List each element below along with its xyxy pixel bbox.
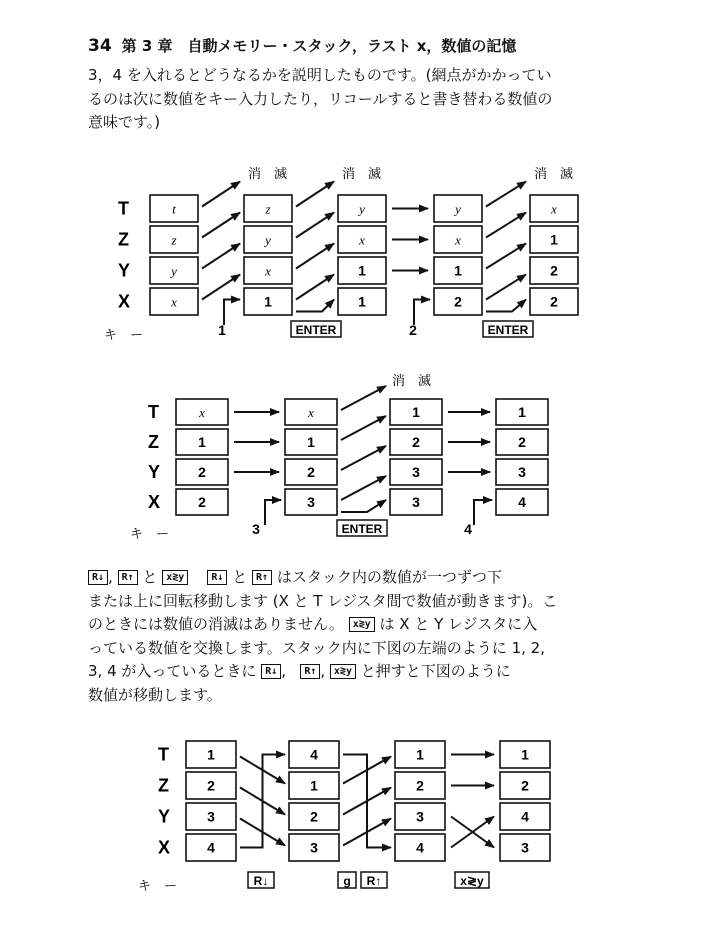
diagram2-stack-value: 2 <box>307 464 315 480</box>
diagram-rolling-exchange <box>138 741 550 894</box>
key-row-label: キ ー <box>138 879 178 894</box>
text-line: または上に回転移動します (X と T レジスタ間で数値が動きます)。こ <box>88 591 558 610</box>
lost-label: 消 滅 <box>392 374 432 389</box>
text-segment: は X と Y レジスタに入 <box>379 615 538 633</box>
key-row-label: キ ー <box>104 328 144 343</box>
entry-arrow <box>474 500 492 525</box>
arrow <box>341 476 386 500</box>
diagram1-stack-value: z <box>171 232 177 248</box>
diagram1-stack-value: 1 <box>264 293 272 310</box>
arrow <box>341 446 386 470</box>
diagram1-stack-value: y <box>171 263 177 279</box>
key-exchange: x≷y <box>349 617 375 632</box>
key-cap-label: x≷y <box>460 874 484 888</box>
wrap-arrow <box>343 755 391 848</box>
text-line: 3, 4 が入っているときに R↓ , R↑ , x≷y と押すと下図のように <box>88 662 511 680</box>
key-cap-label: R↑ <box>366 874 382 888</box>
conjunction: と <box>142 568 158 586</box>
diagram-entering-1-2 <box>104 166 578 343</box>
diagram2-stack-value: 1 <box>518 404 526 420</box>
entry-arrow <box>265 500 281 525</box>
enter-copy-arrow <box>296 300 334 312</box>
diagram3-stack-value: 1 <box>310 777 318 794</box>
lost-label: 消 滅 <box>342 167 382 182</box>
diagram3-stack-value: 1 <box>207 746 215 763</box>
key-cap-label: ENTER <box>487 323 529 337</box>
key-exchange: x≷y <box>162 570 188 585</box>
register-label: X <box>118 291 131 312</box>
register-label: Z <box>148 432 159 452</box>
diagram2-stack-value: 2 <box>412 434 420 450</box>
key-roll-up: R↑ <box>300 664 320 679</box>
diagram1-stack-value: 1 <box>358 262 366 279</box>
diagram1-stack-value: y <box>455 201 461 217</box>
diagram1-stack-value: x <box>551 201 557 217</box>
text-line: R↓ , R↑ と x≷y R↓ と R↑ はスタック内の数値が一つずつ下 <box>88 566 623 590</box>
key-digit: 2 <box>409 322 417 338</box>
diagram2-stack-value: 2 <box>198 464 206 480</box>
register-label: Z <box>118 229 129 250</box>
arrow <box>296 275 334 300</box>
register-label: Y <box>148 462 161 482</box>
arrow <box>202 244 240 269</box>
arrow <box>202 275 240 300</box>
key-digit: 3 <box>252 521 260 537</box>
diagram1-stack-value: 1 <box>550 231 558 248</box>
arrow <box>296 213 334 238</box>
key-digit: 4 <box>464 521 472 537</box>
text-line: 数値が移動します。 <box>88 685 222 704</box>
key-cap-label: ENTER <box>295 323 337 337</box>
diagram3-stack-value: 4 <box>416 839 424 856</box>
diagram2-stack-value: 3 <box>518 464 526 480</box>
key-roll-up: R↑ <box>252 570 272 585</box>
diagram2-stack-value: 3 <box>412 464 420 480</box>
diagram1-stack-value: x <box>455 232 461 248</box>
diagram3-stack-value: 2 <box>416 777 424 794</box>
text-segment: 3, 4 が入っているときに <box>88 662 257 680</box>
text-line: っている数値を交換します。スタック内に下図の左端のように 1, 2, <box>88 638 545 657</box>
register-label: Z <box>158 775 169 796</box>
diagram2-stack-value: 1 <box>412 404 420 420</box>
arrow <box>296 244 334 269</box>
diagram3-stack-value: 3 <box>207 808 215 825</box>
diagram1-stack-value: x <box>265 263 271 279</box>
register-label: T <box>148 402 159 422</box>
lost-label: 消 滅 <box>534 167 574 182</box>
arrow <box>202 182 240 207</box>
diagram2-stack-value: 2 <box>198 494 206 510</box>
diagram3-stack-value: 3 <box>521 839 529 856</box>
enter-copy-arrow <box>341 500 386 512</box>
entry-arrow <box>224 300 240 326</box>
diagram1-stack-value: 1 <box>454 262 462 279</box>
diagram3-stack-value: 3 <box>310 839 318 856</box>
diagram2-stack-value: 1 <box>307 434 315 450</box>
diagram3-stack-value: 4 <box>207 839 215 856</box>
diagram2-stack-value: 2 <box>518 434 526 450</box>
text-line: 意味です。) <box>88 113 161 131</box>
register-label: T <box>118 198 129 219</box>
text-line: 3，4 を入れるとどうなるかを説明したものです。(網点がかかってい <box>88 66 552 84</box>
page-number: 34 <box>88 36 112 56</box>
arrow <box>202 213 240 238</box>
diagram1-stack-value: y <box>359 201 365 217</box>
diagram2-stack-value: 3 <box>307 494 315 510</box>
text-segment: と押すと下図のように <box>360 662 511 680</box>
text-segment: はスタック内の数値が一つずつ下 <box>276 568 502 586</box>
diagram3-stack-value: 2 <box>310 808 318 825</box>
text-line: るのは次に数値をキー入力したり，リコールすると書き替わる数値の <box>88 89 553 108</box>
register-label: X <box>148 492 161 512</box>
wrap-arrow <box>240 755 285 848</box>
lost-label: 消 滅 <box>248 167 288 182</box>
register-label: Y <box>118 260 131 281</box>
diagram3-stack-value: 2 <box>207 777 215 794</box>
diagram2-stack-value: 4 <box>518 494 526 510</box>
arrow <box>486 213 526 238</box>
diagram1-stack-value: 2 <box>550 262 558 279</box>
enter-copy-arrow <box>486 300 526 312</box>
diagram1-stack-value: x <box>359 232 365 248</box>
key-roll-down: R↓ <box>207 570 227 585</box>
diagram3-stack-value: 1 <box>416 746 424 763</box>
diagram2-stack-value: x <box>308 405 314 420</box>
diagram3-stack-value: 3 <box>416 808 424 825</box>
arrow <box>486 275 526 300</box>
key-exchange: x≷y <box>330 664 356 679</box>
diagram1-stack-value: t <box>172 201 176 217</box>
diagram3-stack-value: 4 <box>310 746 318 763</box>
diagram1-stack-value: x <box>171 294 177 310</box>
text-segment: のときには数値の消滅はありません。 <box>88 615 344 633</box>
key-row-label: キ ー <box>130 527 170 542</box>
diagram2-stack-value: x <box>199 405 205 420</box>
diagram2-stack-value: 1 <box>198 434 206 450</box>
key-digit: 1 <box>218 322 226 338</box>
arrow <box>341 416 386 440</box>
key-cap-label: ENTER <box>341 522 383 536</box>
diagram3-stack-value: 4 <box>521 808 529 825</box>
arrow <box>296 182 334 207</box>
diagram1-stack-value: y <box>265 232 271 248</box>
diagram3-stack-value: 2 <box>521 777 529 794</box>
diagram1-stack-value: z <box>265 201 271 217</box>
arrow <box>341 386 386 410</box>
register-label: X <box>158 837 171 858</box>
conjunction: と <box>232 568 248 586</box>
key-roll-down: R↓ <box>88 570 108 585</box>
diagram1-stack-value: 2 <box>550 293 558 310</box>
register-label: T <box>158 744 169 765</box>
diagram3-stack-value: 1 <box>521 746 529 763</box>
arrow <box>486 182 526 207</box>
diagram-entering-3-4 <box>130 373 548 542</box>
register-label: Y <box>158 806 171 827</box>
key-cap-label: R↓ <box>253 874 269 888</box>
key-cap-label: g <box>343 874 351 888</box>
diagram2-stack-value: 3 <box>412 494 420 510</box>
key-roll-up: R↑ <box>118 570 138 585</box>
arrow <box>486 244 526 269</box>
chapter-title: 第 3 章 自動メモリー・スタック，ラスト x，数値の記憶 <box>121 37 517 55</box>
diagram1-stack-value: 2 <box>454 293 462 310</box>
key-roll-down: R↓ <box>261 664 281 679</box>
diagram1-stack-value: 1 <box>358 293 366 310</box>
